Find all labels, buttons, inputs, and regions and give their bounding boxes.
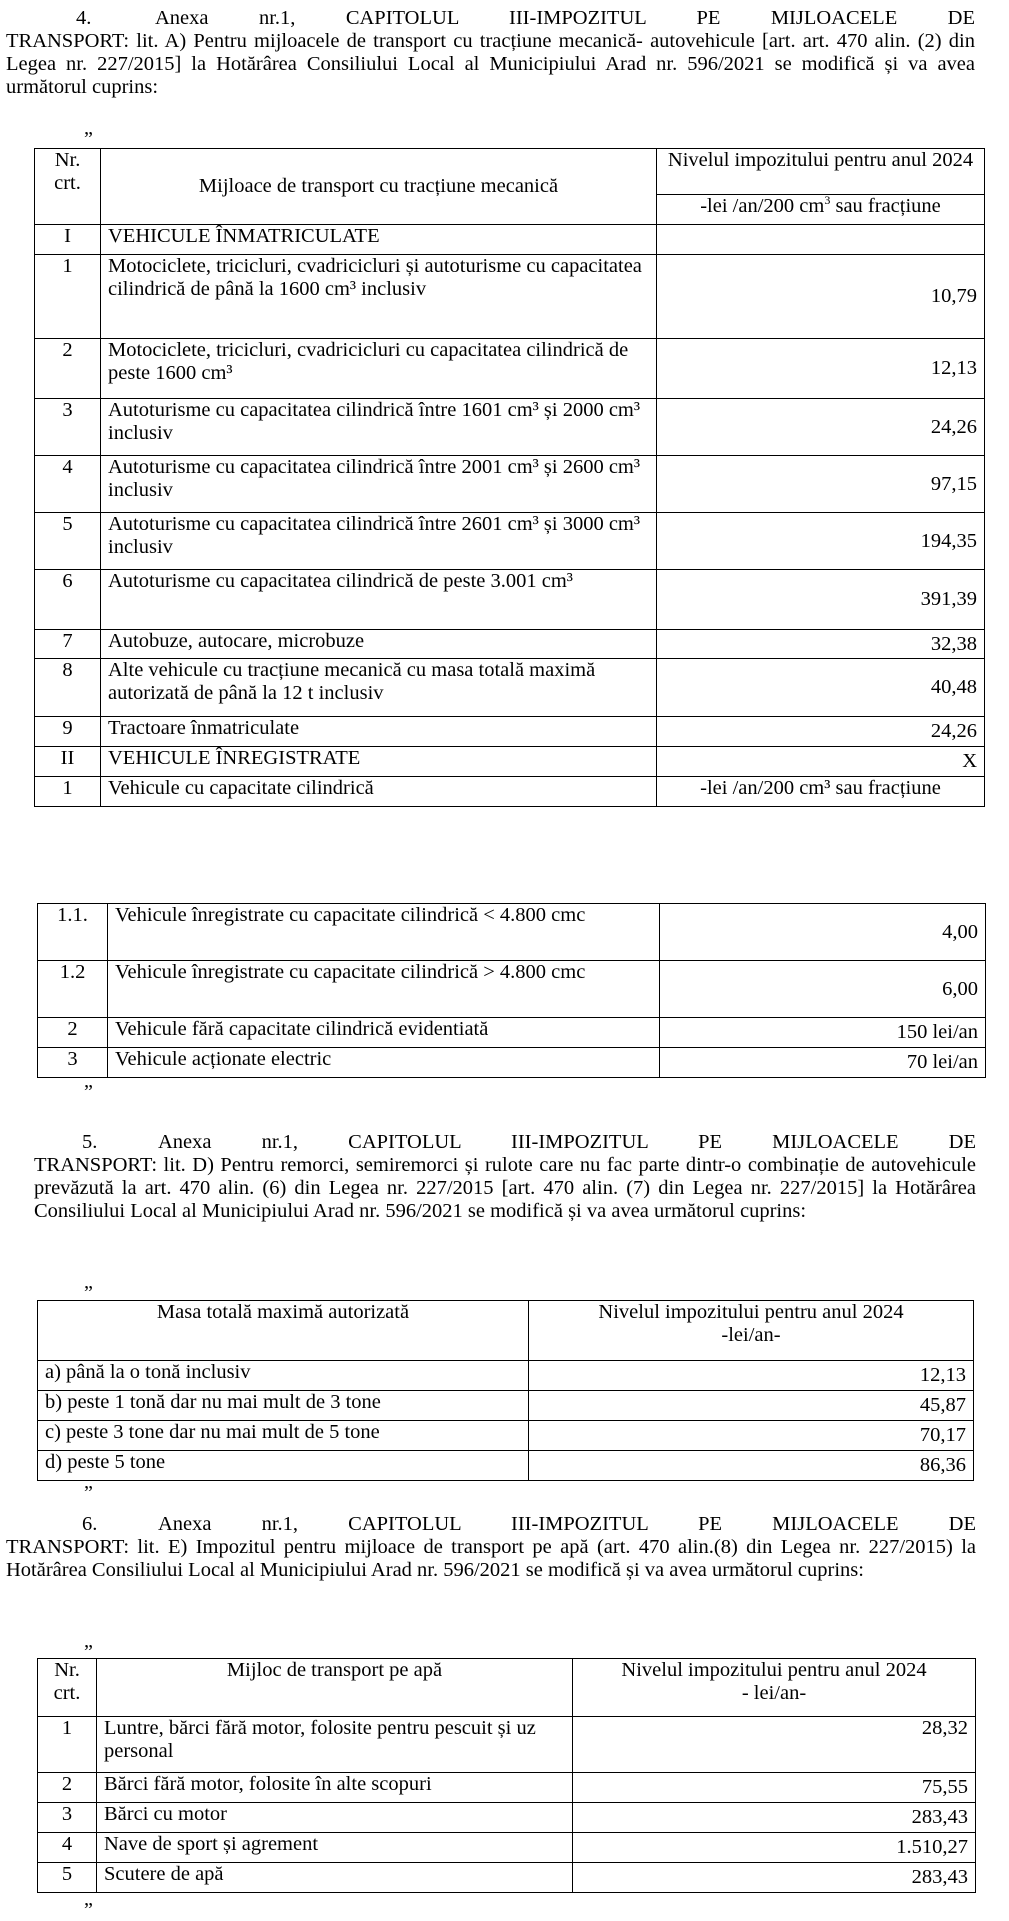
header-tax-level: Nivelul impozitului pentru anul 2024 - lei/an- (573, 1659, 976, 1717)
header-description: Mijloace de transport cu tracțiune mecanică (101, 149, 657, 225)
section4-open-quote: „ (84, 117, 93, 139)
table-row: II VEHICULE ÎNREGISTRATE X (35, 747, 985, 777)
table-row: d) peste 5 tone 86,36 (38, 1451, 974, 1481)
table-row: 3 Autoturisme cu capacitatea cilindrică între 1601 cm³ și 2000 cm³ inclusiv 24,26 (35, 399, 985, 456)
section5-open-quote: „ (84, 1271, 93, 1293)
section5-heading-text: Anexa nr.1, CAPITOLUL III-IMPOZITUL PE MIJLOACELE DE (158, 1131, 976, 1153)
section6-body: TRANSPORT: lit. E) Impozitul pentru mijloace de transport pe apă (art. 470 alin.(8) din Legea nr. 227/2015) la Hotărârea Consiliului Local al Municipiului Arad nr. 596/2021 se modifică și va avea următorul cuprins: (6, 1536, 976, 1581)
section6-heading-text: Anexa nr.1, CAPITOLUL III-IMPOZITUL PE MIJLOACELE DE (158, 1513, 976, 1535)
table-row: 3 Vehicule acționate electric 70 lei/an (38, 1048, 986, 1078)
table-row: 9 Tractoare înmatriculate 24,26 (35, 717, 985, 747)
table-row: 1.2 Vehicule înregistrate cu capacitate cilindrică > 4.800 cmc 6,00 (38, 961, 986, 1018)
table-row: 2 Vehicule fără capacitate cilindrică evidentiată 150 lei/an (38, 1018, 986, 1048)
table-row: I VEHICULE ÎNMATRICULATE (35, 225, 985, 255)
section4-close-quote: ” (84, 1081, 93, 1103)
table-row: 1.1. Vehicule înregistrate cu capacitate cilindrică < 4.800 cmc 4,00 (38, 904, 986, 961)
section4-number: 4. (76, 7, 92, 29)
header-nr-crt (35, 149, 101, 225)
table-row: 3 Bărci cu motor 283,43 (38, 1803, 976, 1833)
table-row: a) până la o tonă inclusiv 12,13 (38, 1361, 974, 1391)
header-tax-level: Nivelul impozitului pentru anul 2024 (657, 149, 985, 195)
header-nr: Nr. (54, 149, 81, 171)
section6-heading (6, 1513, 976, 1536)
section6-number: 6. (82, 1513, 98, 1535)
table-row: 2 Motociclete, tricicluri, cvadricicluri cu capacitatea cilindrică de peste 1600 cm³ 12,13 (35, 339, 985, 399)
section5-close-quote: ” (84, 1482, 93, 1504)
section4-paragraph (6, 7, 975, 99)
header-mass: Masa totală maximă autorizată (38, 1301, 529, 1361)
section5-paragraph (34, 1131, 976, 1223)
section6-open-quote: „ (84, 1630, 93, 1652)
header-tax-level: Nivelul impozitului pentru anul 2024 -lei/an- (529, 1301, 974, 1361)
section5-number: 5. (82, 1131, 98, 1153)
registered-vehicle-table (37, 903, 986, 1078)
header-nr-crt: Nr. crt. (38, 1659, 97, 1717)
table-row: c) peste 3 tone dar nu mai mult de 5 tone 70,17 (38, 1421, 974, 1451)
table-row: 4 Nave de sport și agrement 1.510,27 (38, 1833, 976, 1863)
table-row: 1 Motociclete, tricicluri, cvadricicluri și autoturisme cu capacitatea cilindrică de până la 1600 cm³ inclusiv 10,79 (35, 255, 985, 339)
table-row: 4 Autoturisme cu capacitatea cilindrică între 2001 cm³ și 2600 cm³ inclusiv 97,15 (35, 456, 985, 513)
trailer-tax-table (37, 1300, 974, 1481)
section4-heading-text: Anexa nr.1, CAPITOLUL III-IMPOZITUL PE MIJLOACELE DE (155, 7, 975, 29)
section4-heading (6, 7, 975, 30)
table-row: 1 Vehicule cu capacitate cilindrică -lei /an/200 cm³ sau fracțiune (35, 777, 985, 807)
table-row: 7 Autobuze, autocare, microbuze 32,38 (35, 630, 985, 659)
table-row: 8 Alte vehicule cu tracțiune mecanică cu masa totală maximă autorizată de până la 12 t inclusiv 40,48 (35, 659, 985, 717)
header-crt: crt. (54, 172, 81, 194)
table-row: 2 Bărci fără motor, folosite în alte scopuri 75,55 (38, 1773, 976, 1803)
table-row: 5 Scutere de apă 283,43 (38, 1863, 976, 1893)
section6-close-quote: ” (84, 1899, 93, 1921)
table-row: 1 Luntre, bărci fără motor, folosite pentru pescuit și uz personal 28,32 (38, 1717, 976, 1773)
table-row: 5 Autoturisme cu capacitatea cilindrică între 2601 cm³ și 3000 cm³ inclusiv 194,35 (35, 513, 985, 570)
section6-paragraph (6, 1513, 976, 1582)
vehicle-tax-table (34, 148, 985, 807)
header-tax-unit: -lei /an/200 $cm^3$ sau fracțiune (657, 195, 985, 225)
table-row: 6 Autoturisme cu capacitatea cilindrică de peste 3.001 cm³ 391,39 (35, 570, 985, 630)
section5-body: TRANSPORT: lit. D) Pentru remorci, semiremorci și rulote care nu fac parte dintr-o combinație de autovehicule prevăzută la art. 470 alin. (6) din Legea nr. 227/2015 [art. 470 alin. (7) din Legea nr. 227/2015] la Hotărârea Consiliului Local al Municipiului Arad nr. 596/2021 se modifică și va avea următorul cuprins: (34, 1154, 976, 1222)
water-transport-tax-table (37, 1658, 976, 1893)
header-description: Mijloc de transport pe apă (97, 1659, 573, 1717)
section4-body: TRANSPORT: lit. A) Pentru mijloacele de transport cu tracțiune mecanică- autovehicule [art. art. 470 alin. (2) din Legea nr. 227/2015] la Hotărârea Consiliului Local al Municipiului Arad nr. 596/2021 se modifică și va avea următorul cuprins: (6, 30, 975, 98)
table-row: b) peste 1 tonă dar nu mai mult de 3 tone 45,87 (38, 1391, 974, 1421)
section5-heading (34, 1131, 976, 1154)
